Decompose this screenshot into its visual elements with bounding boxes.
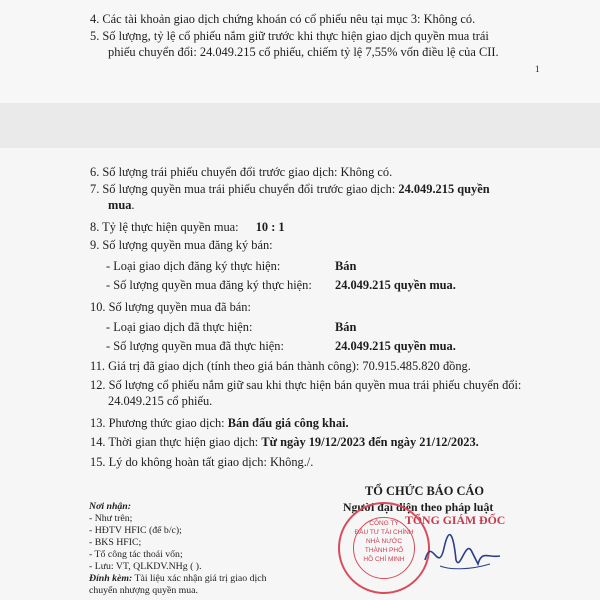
item-14-label: 14. Thời gian thực hiện giao dịch: — [90, 435, 259, 449]
recipient-5: - Lưu: VT, QLKDV.NHg ( ). — [89, 561, 202, 572]
item-12-line-2: 24.049.215 cổ phiếu. — [108, 394, 213, 408]
item-4: 4. Các tài khoản giao dịch chứng khoán có cổ phiếu nêu tại mục 3: Không có. — [90, 12, 476, 26]
stamp-text-4: THÀNH PHỐ — [364, 547, 404, 554]
stamp-text-3: NHÀ NƯỚC — [365, 538, 403, 545]
attachment-text: Tài liệu xác nhận giá trị giao dịch — [132, 573, 267, 584]
stamp-text-1: CÔNG TY — [369, 520, 399, 527]
signature-scribble — [420, 530, 510, 580]
item-9-type-value: Bán — [335, 259, 357, 273]
item-9-qty-label: - Số lượng quyền mua đăng ký thực hiện: — [106, 278, 312, 292]
page-gap — [0, 103, 600, 148]
page-mark: 1 — [535, 64, 540, 74]
item-5-line-2: phiếu chuyển đổi: 24.049.215 cổ phiếu, chiếm tỷ lệ 7,55% vốn điều lệ của CII. — [108, 45, 499, 59]
item-9: 9. Số lượng quyền mua đăng ký bán: — [90, 238, 273, 252]
attachment-line-1 — [89, 573, 267, 585]
item-7-value: 24.049.215 quyền — [398, 182, 490, 196]
item-13 — [90, 416, 349, 430]
item-7-continued — [108, 198, 135, 212]
item-15: 15. Lý do không hoàn tất giao dịch: Không./. — [90, 455, 314, 469]
reporting-org: TỔ CHỨC BÁO CÁO — [365, 484, 484, 498]
item-9-type-label: - Loại giao dịch đăng ký thực hiện: — [106, 259, 281, 273]
general-director-title: TỔNG GIÁM ĐỐC — [405, 513, 506, 527]
item-6: 6. Số lượng trái phiếu chuyển đổi trước giao dịch: Không có. — [90, 165, 393, 179]
item-7 — [90, 182, 490, 196]
item-13-value: Bán đấu giá công khai. — [227, 416, 349, 430]
item-9-qty-value: 24.049.215 quyền mua. — [335, 278, 456, 292]
recipient-2: - HĐTV HFIC (để b/c); — [89, 525, 182, 536]
item-7-label: 7. Số lượng quyền mua trái phiếu chuyển đổi trước giao dịch: — [90, 182, 396, 196]
item-10-qty-label: - Số lượng quyền mua đã thực hiện: — [106, 339, 284, 353]
recipient-4: - Tổ công tác thoái vốn; — [89, 549, 183, 560]
item-7-value-end: mua — [108, 198, 132, 212]
item-13-label: 13. Phương thức giao dịch: — [90, 416, 225, 430]
item-10-qty-value: 24.049.215 quyền mua. — [335, 339, 456, 353]
item-10: 10. Số lượng quyền mua đã bán: — [90, 300, 251, 314]
recipient-3: - BKS HFIC; — [89, 537, 142, 548]
item-14 — [90, 435, 479, 449]
item-7-period: . — [131, 198, 135, 212]
attachment-line-2: chuyển nhượng quyền mua. — [89, 585, 198, 596]
item-14-value: Từ ngày 19/12/2023 đến ngày 21/12/2023. — [261, 435, 479, 449]
company-stamp — [338, 502, 430, 594]
item-11: 11. Giá trị đã giao dịch (tính theo giá bán thành công): 70.915.485.820 đồng. — [90, 359, 471, 373]
item-10-type-value: Bán — [335, 320, 357, 334]
item-8-value: 10 : 1 — [255, 220, 285, 234]
item-5-line-1: 5. Số lượng, tỷ lệ cổ phiếu nắm giữ trước khi thực hiện giao dịch quyền mua trái — [90, 29, 489, 43]
legal-representative: Người đại diện theo pháp luật — [343, 500, 494, 514]
stamp-text-2: ĐẦU TƯ TÀI CHÍNH — [354, 529, 414, 536]
item-12-line-1: 12. Số lượng cổ phiếu nắm giữ sau khi thực hiện bán quyền mua trái phiếu chuyển đổi: — [90, 378, 522, 392]
item-8-label: 8. Tỷ lệ thực hiện quyền mua: — [90, 220, 239, 234]
recipients-title: Nơi nhận: — [89, 501, 132, 512]
item-8 — [90, 220, 285, 234]
attachment-label: Đính kèm: — [89, 573, 133, 584]
stamp-text-5: HỒ CHÍ MINH — [363, 556, 405, 563]
recipient-1: - Như trên; — [89, 513, 133, 524]
item-10-type-label: - Loại giao dịch đã thực hiện: — [106, 320, 253, 334]
